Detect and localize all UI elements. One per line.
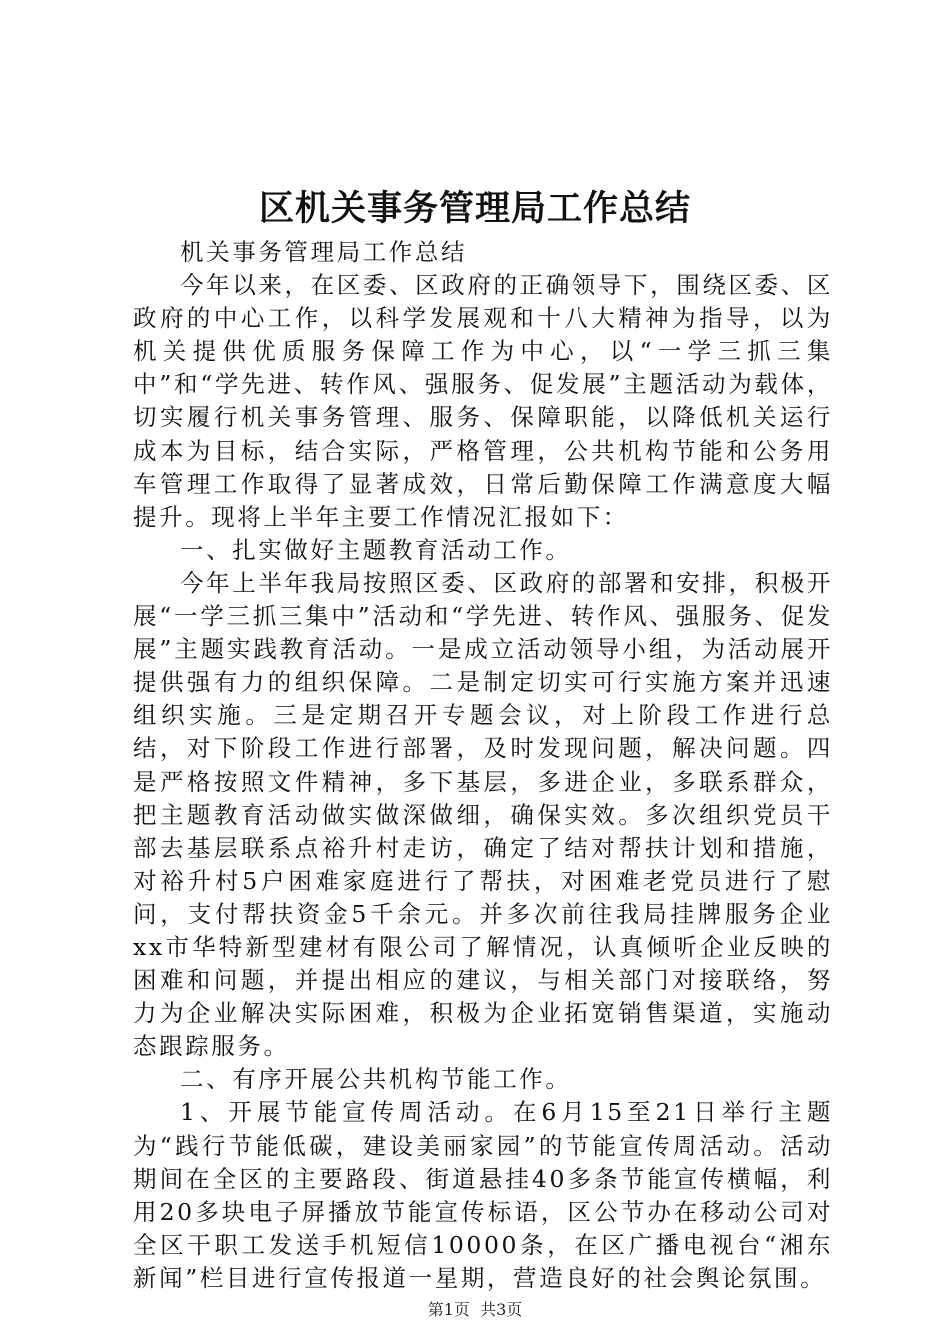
page-footer bbox=[0, 1299, 950, 1321]
document-subtitle-paragraph: 机关事务管理局工作总结 bbox=[180, 238, 468, 266]
document-body bbox=[133, 236, 833, 1295]
section-1-paragraph: 今年上半年我局按照区委、区政府的部署和安排，积极开展“一学三抓三集中”活动和“学先进、转作风、强服务、促发展”主题实践教育活动。一是成立活动领导小组，为活动展开提供强有力的组织保障。二是制定切实可行实施方案并迅速组织实施。三是定期召开专题会议，对上阶段工作进行总结，对下阶段工作进行部署，及时发现问题，解决问题。四是严格按照文件精神，多下基层，多进企业，多联系群众，把主题教育活动做实做深做细，确保实效。多次组织党员干部去基层联系点裕升村走访，确定了结对帮扶计划和措施，对裕升村5户困难家庭进行了帮扶，对困难老党员进行了慰问，支付帮扶资金5千余元。并多次前往我局挂牌服务企业xx市华特新型建材有限公司了解情况，认真倾听企业反映的困难和问题，并提出相应的建议，与相关部门对接联络，努力为企业解决实际困难，积极为企业拓宽销售渠道，实施动态跟踪服务。 bbox=[133, 568, 833, 1061]
section-heading-2: 二、有序开展公共机构节能工作。 bbox=[180, 1065, 572, 1094]
page-total: 共3页 bbox=[480, 1300, 523, 1319]
page-number: 第1页 bbox=[427, 1300, 470, 1319]
section-2-paragraph-1: 1、开展节能宣传周活动。在6月15至21日举行主题为“践行节能低碳，建设美丽家园”的节能宣传周活动。活动期间在全区的主要路段、街道悬挂40多条节能宣传横幅，利用20多块电子屏播放节能宣传标语，区公节办在移动公司对全区干职工发送手机短信10000条，在区广播电视台“湘东新闻”栏目进行宣传报道一星期，营造良好的社会舆论氛围。 bbox=[133, 1098, 833, 1292]
section-heading-1: 一、扎实做好主题教育活动工作。 bbox=[180, 535, 572, 564]
document-title: 区机关事务管理局工作总结 bbox=[258, 188, 691, 229]
intro-paragraph: 今年以来，在区委、区政府的正确领导下，围绕区委、区政府的中心工作，以科学发展观和十八大精神为指导，以为机关提供优质服务保障工作为中心，以“一学三抓三集中”和“学先进、转作风、强服务、促发展”主题活动为载体，切实履行机关事务管理、服务、保障职能，以降低机关运行成本为目标，结合实际，严格管理，公共机构节能和公务用车管理工作取得了显著成效，日常后勤保障工作满意度大幅提升。现将上半年主要工作情况汇报如下： bbox=[133, 271, 833, 531]
